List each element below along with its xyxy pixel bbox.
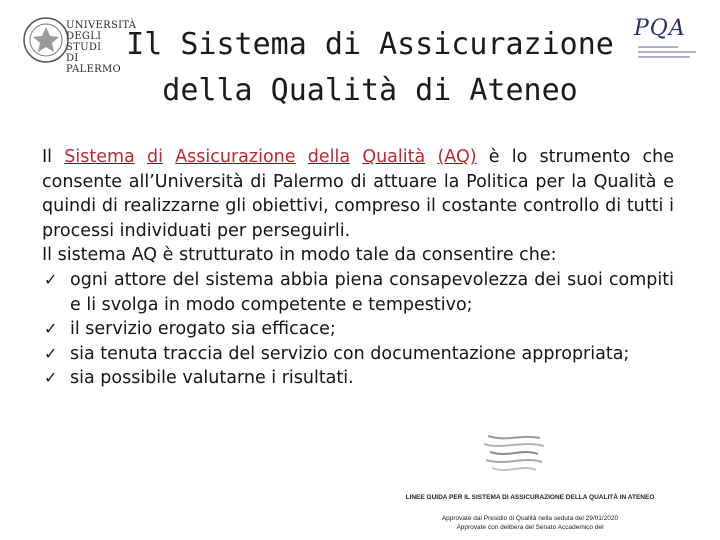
pqa-logo-caption-lines — [638, 46, 698, 61]
lead-sentence: Il sistema AQ è strutturato in modo tale da consentire che: — [42, 245, 557, 266]
list-item: ✓ sia tenuta traccia del servizio con documentazione appropriata; — [42, 342, 674, 367]
checkmark-icon: ✓ — [44, 368, 58, 388]
page-title — [100, 22, 640, 114]
document-cover-thumbnail — [478, 432, 548, 488]
title-line-2: della Qualità di Ateneo — [162, 73, 578, 108]
link-della[interactable]: della — [307, 147, 351, 167]
link-assicurazione[interactable]: Assicurazione — [175, 147, 296, 167]
title-line-1: Il Sistema di Assicurazione — [126, 27, 614, 62]
guide-title: LINEE GUIDA PER IL SISTEMA DI ASSICURAZIONE DELLA QUALITÀ IN ATENEO — [405, 494, 655, 501]
pqa-logo — [630, 14, 700, 62]
checkmark-icon: ✓ — [44, 319, 58, 339]
requirements-list — [42, 268, 674, 391]
link-di[interactable]: di — [146, 147, 163, 167]
body-text — [42, 145, 674, 391]
university-seal-icon — [22, 16, 70, 64]
checkmark-icon: ✓ — [44, 343, 58, 363]
pqa-logo-text: PQA — [634, 16, 686, 41]
intro-paragraph: Il Sistema di Assicurazione della Qualità (AQ) è lo strumento che consente all’Università di Palermo di attuare la Politica per la Qualità e quindi di realizzarne gli obiettivi, compreso il costante controllo di tutti i processi individuati per perseguirli. — [42, 147, 674, 241]
list-item: ✓ sia possibile valutarne i risultati. — [42, 366, 674, 391]
approval-note-1: Approvate dal Presidio di Qualità nella seduta del 29/01/2020 — [441, 515, 619, 522]
list-item: ✓ ogni attore del sistema abbia piena consapevolezza dei suoi compiti e li svolga in modo competente e tempestivo; — [44, 269, 674, 315]
university-name: UNIVERSITÀ DEGLI STUDI DI PALERMO — [66, 20, 137, 75]
link-qualita[interactable]: Qualità — [362, 147, 426, 167]
link-sistema[interactable]: Sistema — [64, 147, 135, 167]
approval-note-2: Approvate con delibera del Senato Accademico del — [456, 524, 604, 531]
link-aq[interactable]: (AQ) — [437, 147, 477, 167]
checkmark-icon: ✓ — [44, 269, 58, 289]
list-item: ✓ il servizio erogato sia efficace; — [42, 317, 674, 342]
